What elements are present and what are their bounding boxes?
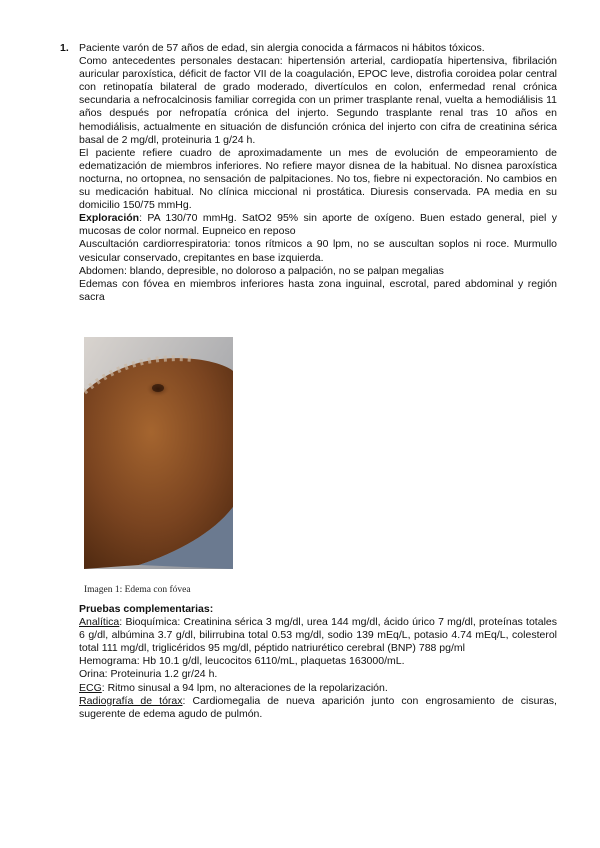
tests-heading: Pruebas complementarias: — [79, 603, 214, 615]
auscultation-paragraph: Auscultación cardiorrespiratoria: tonos rítmicos a 90 lpm, no se auscultan soplos ni roce. Murmullo vesicular conservado, crepitantes en base izquierda. — [79, 238, 557, 264]
exploration-text: : PA 130/70 mmHg. SatO2 95% sin aporte de oxígeno. Buen estado general, piel y mucosas de color normal. Eupneico en reposo — [79, 212, 557, 238]
urine-paragraph: Orina: Proteinuria 1.2 gr/24 h. — [79, 668, 218, 681]
abdomen-paragraph: Abdomen: blando, depresible, no doloroso a palpación, no se palpan megalias — [79, 264, 444, 277]
analytics-text: : Bioquímica: Creatinina sérica 3 mg/dl, urea 144 mg/dl, ácido úrico 7 mg/dl, proteínas totales 6 g/dl, albúmina 3.7 g/dl, bilirrubina total 0.53 mg/dl, sodio 139 mEq/L, potasio 4.74 mEq/L, colesterol total 111 mg/dl, triglicéridos 95 mg/dl, péptido natriurético cerebral (BNP) 788 pg/ml — [79, 616, 557, 655]
edema-photo — [84, 337, 233, 569]
list-number: 1. — [60, 42, 69, 54]
history-paragraph: El paciente refiere cuadro de aproximadamente un mes de evolución de empeoramiento de edematización de miembros inferiores. No refiere mayor disnea de la habitual. No disnea paroxística nocturna, no ortopnea, no sensación de palpitaciones. No tos, fiebre ni expectoración. No cambios en su medicación habitual. No clínica miccional ni prostática. Diuresis conservada. PA media en su domicilio 150/75 mmHg. — [79, 146, 557, 212]
xray-label: Radiografía de tórax — [79, 694, 183, 707]
ecg-text: : Ritmo sinusal a 94 lpm, no alteraciones de la repolarización. — [101, 681, 388, 694]
xray-text: : Cardiomegalia de nueva aparición junto con engrosamiento de cisuras, sugerente de edema agudo de pulmón. — [79, 694, 557, 720]
patient-intro: Paciente varón de 57 años de edad, sin alergia conocida a fármacos ni hábitos tóxicos. — [79, 42, 485, 54]
figure-caption: Imagen 1: Edema con fóvea — [84, 585, 191, 595]
antecedents-paragraph: Como antecedentes personales destacan: hipertensión arterial, cardiopatía hipertensiva, fibrilación auricular paroxística, déficit de factor VII de la coagulación, EPOC leve, distrofia coroidea polar central con retinopatía bilateral de grado moderado, divertículos en colon, enfermedad renal crónica secundaria a nefrocalcinosis familiar corregida con un primer trasplante renal, vuelta a hemodiálisis 11 años después por nefropatía crónica del injerto. Segundo trasplante renal tras 10 años en hemodiálisis, actualmente en situación de disfunción crónica del injerto con cifra de creatinina sérica basal de 2 mg/dl, proteinuria 1 g/24 h. — [79, 55, 557, 146]
exploration-label: Exploración — [79, 212, 140, 225]
hemogram-paragraph: Hemograma: Hb 10.1 g/dl, leucocitos 6110/mL, plaquetas 163000/mL. — [79, 655, 405, 668]
ecg-paragraph — [79, 682, 557, 695]
case-description — [79, 42, 557, 304]
exploration-paragraph — [79, 212, 557, 238]
xray-paragraph — [79, 695, 557, 721]
ecg-label: ECG — [79, 681, 102, 694]
edema-paragraph: Edemas con fóvea en miembros inferiores hasta zona inguinal, escrotal, pared abdominal y región sacra — [79, 277, 557, 303]
analytics-paragraph — [79, 616, 557, 655]
analytics-label: Analítica — [79, 616, 120, 629]
complementary-tests — [79, 603, 557, 721]
